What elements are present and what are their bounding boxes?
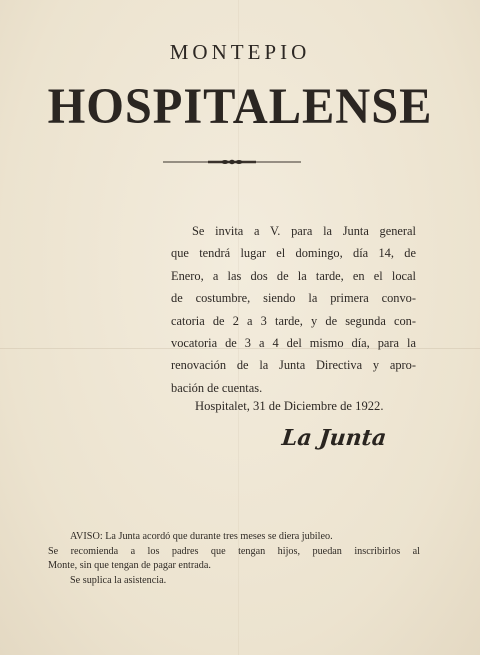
dateline: Hospitalet, 31 de Diciembre de 1922. — [195, 399, 384, 413]
invitation-line: de costumbre, siendo la primera convo- — [171, 291, 416, 306]
signature: La Junta — [280, 425, 388, 451]
title-montepio: MONTEPIO — [169, 40, 311, 64]
title-hospitalense: HOSPITALENSE — [47, 79, 433, 135]
notice-block — [48, 530, 420, 588]
invitation-line: Se invita a V. para la Junta general — [192, 224, 416, 238]
invitation-line: que tendrá lugar el domingo, día 14, de — [171, 246, 416, 261]
notice-line: Se recomienda a los padres que tengan hijos, puedan inscribirlos al — [48, 545, 420, 557]
notice-line: Se suplica la asistencia. — [70, 574, 167, 586]
notice-line: AVISO: La Junta acordó que durante tres meses se diera jubileo. — [70, 531, 333, 542]
invitation-line: bación de cuentas. — [171, 380, 263, 395]
notice-line: Monte, sin que tengan de pagar entrada. — [48, 560, 211, 572]
invitation-line: vocatoria de 3 a 4 del mismo día, para la — [171, 336, 416, 351]
ornamental-divider — [163, 156, 301, 168]
invitation-line: renovación de la Junta Directiva y apro- — [171, 358, 416, 373]
invitation-line: Enero, a las dos de la tarde, en el local — [171, 268, 416, 283]
invitation-text — [171, 220, 416, 399]
invitation-line: catoria de 2 a 3 tarde, y de segunda con- — [171, 313, 416, 328]
